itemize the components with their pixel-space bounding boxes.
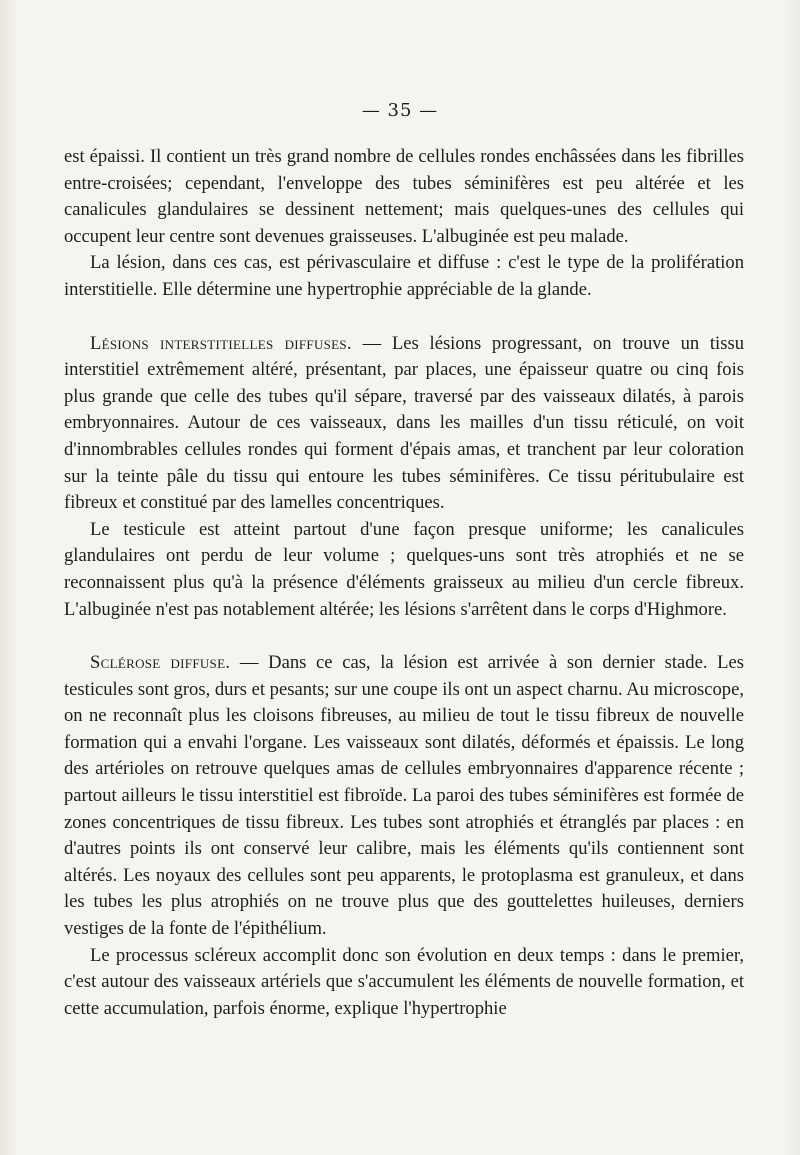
section-text-interstitial: — Les lésions progressant, on trouve un tissu interstitiel extrêmement altéré, présentant, par places, une épaisseur quatre ou cinq fois plus grande que celle des tubes qu'il sépare, traversé par des vaisseaux dilatés, à parois embryonnaires. Autour de ces vaisseaux, dans les mailles d'un tissu réticulé, on voit d'innombrables cellules rondes qui forment d'épais amas, et tranchent par leur coloration sur la teinte pâle du tissu qui entoure les tubes séminifères. Ce tissu péritubulaire est fibreux et constitué par des lamelles concentriques. (64, 332, 744, 514)
paragraph-testicle: Le testicule est atteint partout d'une façon presque uniforme; les canalicules glandulaires ont perdu de leur volume ; quelques-uns sont très atrophiés et ne se reconnaissent plus qu'à la présence d'éléments graisseux au milieu d'un cercle fibreux. L'albuginée n'est pas notablement altérée; les lésions s'arrêtent dans le corps d'Highmore. (64, 518, 744, 620)
section-heading-interstitial: Lésions interstitielles diffuses. (90, 332, 352, 354)
paragraph-lesion-type: La lésion, dans ces cas, est périvasculaire et diffuse : c'est le type de la prolifération interstitielle. Elle détermine une hypertrophie appréciable de la glande. (64, 252, 744, 300)
section-spacer (64, 304, 744, 331)
section-spacer (64, 623, 744, 650)
paragraph-continuation: est épaissi. Il contient un très grand nombre de cellules rondes enchâssées dans les fibrilles entre-croisées; cependant, l'enveloppe des tubes séminifères est peu altérée et les canalicules glandulaires se dessinent nettement; mais quelques-unes des cellules qui occupent leur centre sont devenues graisseuses. L'albuginée est peu malade. (64, 146, 744, 247)
section-heading-sclerosis: Sclérose diffuse. (90, 652, 231, 674)
page-number: — 35 — (361, 100, 439, 121)
section-interstitial-lesions (64, 331, 744, 517)
section-text-sclerosis: — Dans ce cas, la lésion est arrivée à son dernier stade. Les testicules sont gros, durs et pesants; sur une coupe ils ont un aspect charnu. Au microscope, on ne reconnaît plus les cloisons fibreuses, au milieu de tout le tissu fibreux de nouvelle formation qui a envahi l'organe. Les vaisseaux sont dilatés, déformés et épaissis. Le long des artérioles on retrouve quelques amas de cellules embryonnaires d'apparence récente ; partout ailleurs le tissu interstitiel est fibroïde. La paroi des tubes séminifères est formée de zones concentriques de tissu fibreux. Les tubes sont atrophiés et étranglés par places : en d'autres points ils ont conservé leur calibre, mais les éléments qu'ils contiennent sont altérés. Les noyaux des cellules sont peu apparents, le protoplasma est granuleux, et dans les tubes les plus atrophiés on ne trouve plus que des gouttelettes huileuses, derniers vestiges de la fonte de l'épithélium. (64, 652, 744, 940)
body-text (64, 144, 744, 1022)
paragraph-sclerous-process: Le processus scléreux accomplit donc son évolution en deux temps : dans le premier, c'est autour des vaisseaux artériels que s'accumulent les éléments de nouvelle formation, et cette accumulation, parfois énorme, explique l'hypertrophie (64, 944, 744, 1019)
section-diffuse-sclerosis (64, 650, 744, 943)
